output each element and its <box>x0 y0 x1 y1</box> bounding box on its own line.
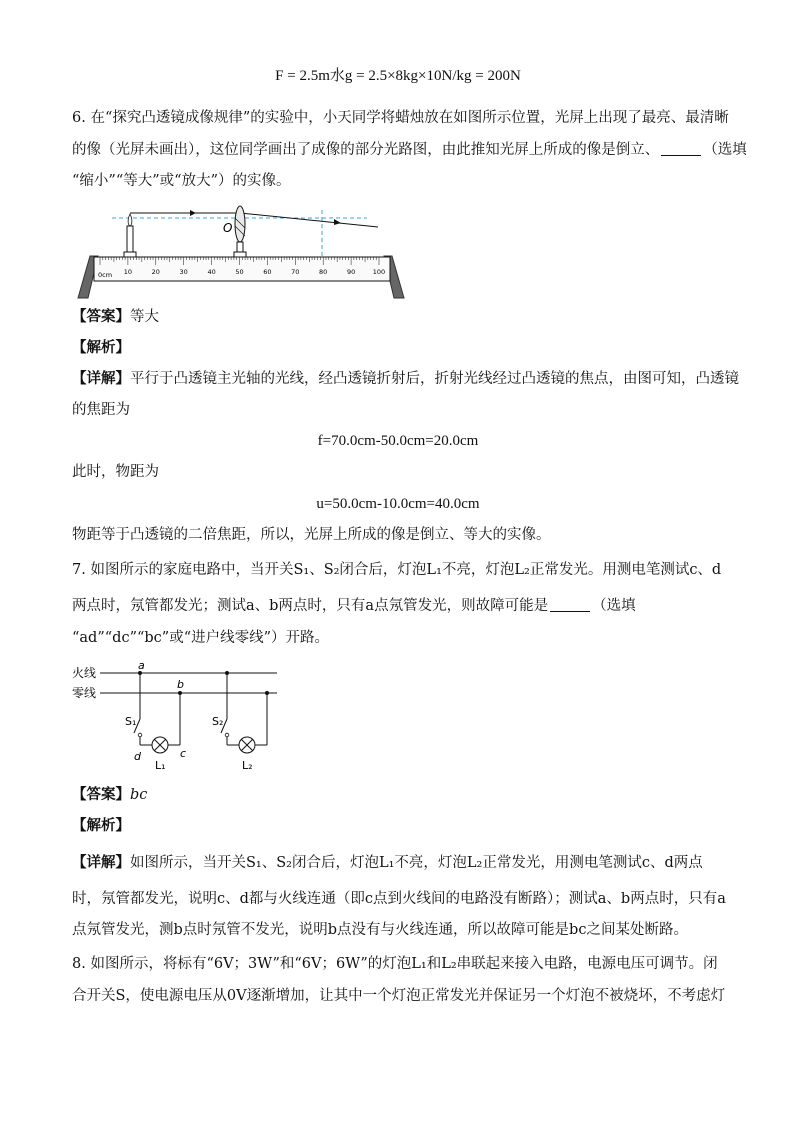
q6-answer-blank <box>661 141 701 156</box>
q6-eq1: f=70.0cm-50.0cm=20.0cm <box>317 433 479 449</box>
household-circuit-diagram <box>72 657 287 773</box>
ruler-tick-label: 70 <box>291 268 300 276</box>
lens-center-label: O <box>223 221 233 235</box>
ruler-tick-label: 100 <box>372 268 386 276</box>
ruler-unit-label: 0cm <box>98 271 113 279</box>
point-a-label: a <box>138 659 145 672</box>
q6-line3: “缩小”“等大”或“放大”）的实像。 <box>72 173 291 189</box>
q6-line2 <box>72 140 747 160</box>
lens-bench-diagram <box>72 200 412 302</box>
lamp-l1-label: L₁ <box>155 759 166 772</box>
q7-detail1-text: 如图所示，当开关S₁、S₂闭合后，灯泡L₁不亮，灯泡L₂正常发光，用测电笔测试c、d两点 <box>130 855 703 871</box>
q6-line2-tail: （选填 <box>703 142 747 158</box>
point-c-label: c <box>180 747 187 760</box>
q6-detail-label: 【详解】 <box>72 370 130 387</box>
q7-line2-tail: （选填 <box>592 598 636 614</box>
point-d-label: d <box>134 750 141 763</box>
neutral-wire-label: 零线 <box>72 686 97 700</box>
q7-answer-row <box>72 785 724 805</box>
q7-detail1 <box>72 853 724 873</box>
q6-detail1-text: 平行于凸透镜主光轴的光线，经凸透镜折射后，折射光线经过凸透镜的焦点，由图可知，凸透镜 <box>130 371 739 387</box>
q7-line3: “ad”“dc”“bc”或“进户线零线”）开路。 <box>72 630 330 646</box>
q6-answer-row <box>72 307 724 327</box>
formula-top: F = 2.5m水g = 2.5×8kg×10N/kg = 200N <box>275 68 521 84</box>
q6-line1: 6. 在“探究凸透镜成像规律”的实验中，小天同学将蜡烛放在如图所示位置，光屏上出现了最亮、最清晰 <box>72 110 729 126</box>
switch-s2-label: S₂ <box>212 715 224 728</box>
q6-analysis-label: 【解析】 <box>72 339 130 356</box>
q6-answer: 等大 <box>130 309 159 325</box>
point-b-label: b <box>177 678 184 691</box>
q8-line1: 8. 如图所示，将标有“6V；3W”和“6V；6W”的灯泡L₁和L₂串联起来接入电路，电源电压可调节。闭 <box>72 956 718 972</box>
lamp-l2-label: L₂ <box>242 759 253 772</box>
q6-detail4: 物距等于凸透镜的二倍焦距，所以，光屏上所成的像是倒立、等大的实像。 <box>72 527 551 543</box>
q7-answer: bc <box>130 787 148 803</box>
ruler-tick-label: 30 <box>179 268 188 276</box>
q7-line2-text: 两点时，氖管都发光；测试a、b两点时，只有a点氖管发光，则故障可能是 <box>72 598 549 614</box>
ruler-tick-label: 40 <box>207 268 216 276</box>
q7-line1: 7. 如图所示的家庭电路中，当开关S₁、S₂闭合后，灯泡L₁不亮，灯泡L₂正常发光。用测电笔测试c、d <box>72 562 722 578</box>
ruler-tick-label: 90 <box>346 268 356 276</box>
live-wire-label: 火线 <box>72 666 97 680</box>
q7-detail-label: 【详解】 <box>72 854 130 871</box>
ruler-tick-label: 50 <box>235 268 244 276</box>
q7-answer-blank <box>550 597 590 612</box>
ruler-tick-label: 60 <box>263 268 272 276</box>
q6-eq2: u=50.0cm-10.0cm=40.0cm <box>316 496 480 512</box>
q6-answer-label: 【答案】 <box>72 308 130 325</box>
q6-detail3: 此时，物距为 <box>72 464 159 480</box>
switch-s1-label: S₁ <box>125 715 137 728</box>
q8-line2: 合开关S，使电源电压从0V逐渐增加，让其中一个灯泡正常发光并保证另一个灯泡不被烧坏，不考虑灯 <box>72 988 726 1004</box>
ruler-tick-label: 20 <box>151 268 160 276</box>
ruler-tick-label: 10 <box>123 268 133 276</box>
q7-analysis-label: 【解析】 <box>72 817 130 834</box>
q7-answer-label: 【答案】 <box>72 786 130 803</box>
q7-line2 <box>72 596 724 616</box>
q7-detail2: 时，氖管都发光，说明c、d都与火线连通（即c点到火线间的电路没有断路）；测试a、b两点时，只有a <box>72 891 726 907</box>
q6-detail1 <box>72 369 739 389</box>
q6-line2-text: 的像（光屏未画出），这位同学画出了成像的部分光路图，由此推知光屏上所成的像是倒立、 <box>72 142 660 158</box>
ruler-tick-label: 80 <box>319 268 328 276</box>
q7-detail3: 点氖管发光，测b点时氖管不发光，说明b点没有与火线连通，所以故障可能是bc之间某处断路。 <box>72 922 688 938</box>
q6-detail2: 的焦距为 <box>72 402 130 418</box>
